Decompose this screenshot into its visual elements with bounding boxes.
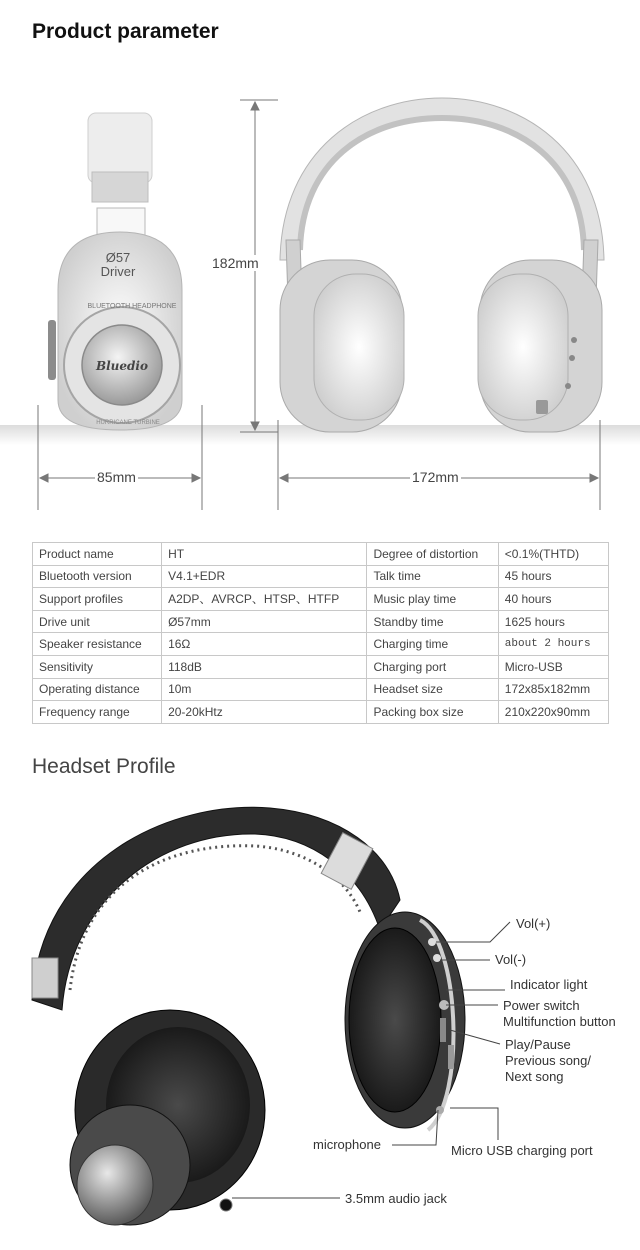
- dimension-height-label: 182mm: [212, 255, 259, 271]
- ring-text-bottom: HURRICANE TURBINE: [96, 420, 160, 426]
- multifunction-button-callout: Multifunction button: [503, 1014, 616, 1029]
- spec-name: Headset size: [367, 678, 498, 701]
- spec-table: [32, 542, 609, 724]
- dimension-depth-label: 85mm: [97, 469, 136, 485]
- spec-name: Charging time: [367, 633, 498, 656]
- spec-name: Bluetooth version: [33, 565, 162, 588]
- table-row: [33, 678, 609, 701]
- next-song-callout: Next song: [505, 1069, 564, 1084]
- table-row: [33, 655, 609, 678]
- spec-name: Product name: [33, 543, 162, 566]
- spec-value: Ø57mm: [162, 610, 367, 633]
- play-pause-callout: Play/Pause: [505, 1037, 571, 1052]
- spec-name: Support profiles: [33, 588, 162, 611]
- spec-name: Degree of distortion: [367, 543, 498, 566]
- microphone-callout: microphone: [313, 1137, 381, 1152]
- driver-size-label: Ø57: [105, 250, 131, 265]
- spec-name: Music play time: [367, 588, 498, 611]
- vol-up-callout: Vol(+): [516, 916, 551, 931]
- indicator-light-callout: Indicator light: [510, 977, 588, 992]
- table-row: [33, 610, 609, 633]
- spec-name: Charging port: [367, 655, 498, 678]
- spec-name: Standby time: [367, 610, 498, 633]
- previous-song-callout: Previous song/: [505, 1053, 591, 1068]
- usb-port-callout: Micro USB charging port: [451, 1143, 593, 1158]
- spec-value: 10m: [162, 678, 367, 701]
- spec-name: Sensitivity: [33, 655, 162, 678]
- spec-value: 40 hours: [498, 588, 608, 611]
- spec-name: Frequency range: [33, 701, 162, 724]
- dimension-width-label: 172mm: [412, 469, 459, 485]
- dimension-diagram: [0, 90, 640, 520]
- spec-name: Talk time: [367, 565, 498, 588]
- brand-logo: Bluedio: [95, 359, 149, 373]
- spec-value: <0.1%(THTD): [498, 543, 608, 566]
- table-row: [33, 565, 609, 588]
- spec-value: 16Ω: [162, 633, 367, 656]
- driver-word-label: Driver: [100, 264, 136, 279]
- front-view-headphone: [280, 98, 604, 432]
- spec-value: 45 hours: [498, 565, 608, 588]
- audio-jack-callout: 3.5mm audio jack: [345, 1191, 447, 1206]
- table-row: [33, 588, 609, 611]
- spec-value: 172x85x182mm: [498, 678, 608, 701]
- spec-value: 118dB: [162, 655, 367, 678]
- spec-value: A2DP、AVRCP、HTSP、HTFP: [162, 588, 367, 611]
- table-row: [33, 701, 609, 724]
- spec-value: about 2 hours: [498, 633, 608, 656]
- spec-value: V4.1+EDR: [162, 565, 367, 588]
- headset-profile-heading: Headset Profile: [32, 755, 176, 778]
- spec-value: 210x220x90mm: [498, 701, 608, 724]
- vol-down-callout: Vol(-): [495, 952, 527, 967]
- spec-name: Speaker resistance: [33, 633, 162, 656]
- spec-value: 20-20kHtz: [162, 701, 367, 724]
- spec-value: Micro-USB: [498, 655, 608, 678]
- table-row: [33, 633, 609, 656]
- product-parameter-heading: Product parameter: [32, 20, 219, 43]
- table-row: [33, 543, 609, 566]
- spec-name: Packing box size: [367, 701, 498, 724]
- spec-name: Operating distance: [33, 678, 162, 701]
- ring-text-top: BLUETOOTH HEADPHONE: [87, 303, 177, 310]
- power-switch-callout: Power switch: [503, 998, 580, 1013]
- spec-name: Drive unit: [33, 610, 162, 633]
- spec-value: 1625 hours: [498, 610, 608, 633]
- spec-value: HT: [162, 543, 367, 566]
